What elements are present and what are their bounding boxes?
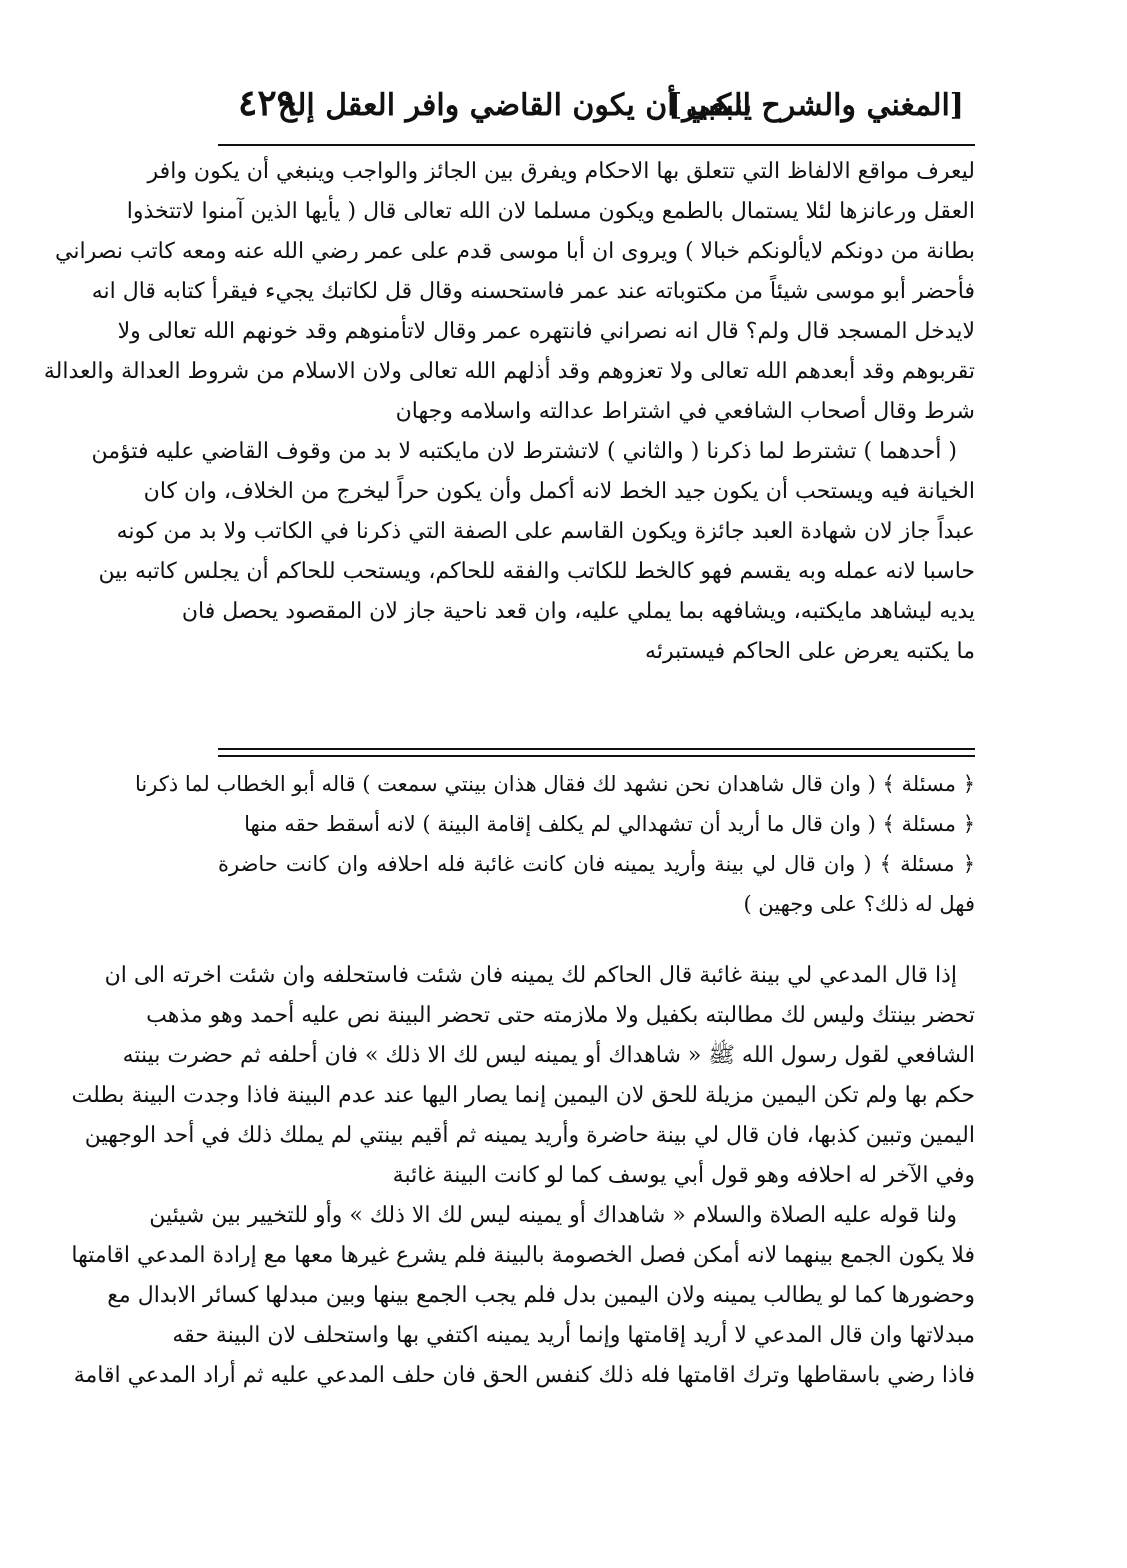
lower-text-block	[71, 956, 975, 1396]
text-line: حكم بها ولم تكن اليمين مزيلة للحق لان اليمين إنما يصار اليها عند عدم البينة فاذا وجدت البينة بطلت	[71, 1083, 975, 1108]
text-line: ( أحدهما ) تشترط لما ذكرنا ( والثاني ) لاتشترط لان مايكتبه لا بد من وقوف القاضي عليه فتؤمن	[91, 439, 957, 464]
text-line: يديه ليشاهد مايكتبه، ويشافهه بما يملي عليه، وان قعد ناحية جاز لان المقصود يحصل فان	[181, 599, 975, 624]
issue-line: ﴿ مسئلة ﴾ ( وان قال لي بينة وأريد يمينه فان كانت غائبة فله احلافه وان كانت حاضرة	[218, 852, 975, 876]
text-line: لايدخل المسجد قال ولم؟ قال انه نصراني فانتهره عمر وقال لاتأمنوهم وقد خونهم الله تعالى ولا	[117, 319, 975, 344]
text-line: ولنا قوله عليه الصلاة والسلام « شاهداك أو يمينه ليس لك الا ذلك » وأو للتخيير بين شيئين	[149, 1203, 957, 1228]
text-line: ليعرف مواقع الالفاظ التي تتعلق بها الاحكام ويفرق بين الجائز والواجب وينبغي أن يكون وافر	[147, 159, 975, 184]
upper-text-block	[43, 152, 975, 672]
issue-line: ﴿ مسئلة ﴾ ( وان قال شاهدان نحن نشهد لك فقال هذان بينتي سمعت ) قاله أبو الخطاب لما ذكرنا	[135, 772, 975, 796]
text-line: حاسبا لانه عمله وبه يقسم فهو كالخط للكاتب والفقه للحاكم، ويستحب للحاكم أن يجلس كاتبه بين	[98, 559, 975, 584]
text-line: وفي الآخر له احلافه وهو قول أبي يوسف كما لو كانت البينة غائبة	[392, 1163, 975, 1188]
text-line: تقربوهم وقد أبعدهم الله تعالى ولا تعزوهم وقد أذلهم الله تعالى ولان الاسلام من شروط العدالة والعدالة	[43, 359, 975, 384]
text-line: فاذا رضي باسقاطها وترك اقامتها فله ذلك كنفس الحق فان حلف المدعي عليه ثم أراد المدعي اقامة	[73, 1363, 975, 1388]
text-line: الخيانة فيه ويستحب أن يكون جيد الخط لانه أكمل وأن يكون حراً ليخرج من الخلاف، وان كان	[143, 479, 975, 504]
issues-block	[135, 764, 975, 924]
issue-line: ﴿ مسئلة ﴾ ( وان قال ما أريد أن تشهدالي لم يكلف إقامة البينة ) لانه أسقط حقه منها	[244, 812, 975, 836]
issue-line: فهل له ذلك؟ على وجهين )	[743, 892, 975, 916]
header-rule	[218, 144, 975, 146]
text-line: بطانة من دونكم لايألونكم خبالا ) ويروى ان أبا موسى قدم على عمر رضي الله عنه ومعه كاتب نصراني	[55, 239, 975, 264]
text-line: العقل ورعانزها لئلا يستمال بالطمع ويكون مسلما لان الله تعالى قال ( يأيها الذين آمنوا لاتتخذوا	[126, 199, 975, 224]
text-line: ما يكتبه يعرض على الحاكم فيستبرئه	[645, 639, 975, 664]
section-title: ينبغي أن يكون القاضي وافر العقل إلخ	[277, 88, 752, 123]
text-line: فلا يكون الجمع بينهما لانه أمكن فصل الخصومة بالبينة فلم يشرع غيرها معها مع إرادة المدعي اقامتها	[71, 1243, 975, 1268]
text-line: إذا قال المدعي لي بينة غائبة قال الحاكم لك يمينه فان شئت فاستحلفه وان شئت اخرته الى ان	[104, 963, 957, 988]
text-line: وحضورها كما لو يطالب يمينه ولان اليمين بدل فلم يجب الجمع بينها وبين مبدلها كسائر الابدال مع	[107, 1283, 975, 1308]
text-line: شرط وقال أصحاب الشافعي في اشتراط عدالته واسلامه وجهان	[395, 399, 975, 424]
page-number: ٤٢٩	[238, 82, 297, 124]
page-header	[228, 82, 964, 142]
text-line: فأحضر أبو موسى شيئاً من مكتوباته عند عمر فاستحسنه وقال قل لكاتبك يجيء فيقرأ كتابه قال انه	[91, 279, 975, 304]
text-line: اليمين وتبين كذبها، فان قال لي بينة حاضرة وأريد يمينه ثم أقيم بينتي لم يملك ذلك في أحد الوجهين	[84, 1123, 975, 1148]
text-line: تحضر بينتك وليس لك مطالبته بكفيل ولا ملازمته حتى تحضر البينة نص عليه أحمد وهو مذهب	[146, 1003, 975, 1028]
text-line: عبداً جاز لان شهادة العبد جائزة ويكون القاسم على الصفة التي ذكرنا في الكاتب ولا بد من كونه	[116, 519, 975, 544]
section-divider	[218, 748, 975, 757]
text-line: الشافعي لقول رسول الله ﷺ « شاهداك أو يمينه ليس لك الا ذلك » فان أحلفه ثم حضرت بينته	[122, 1043, 975, 1068]
book-title: [المغني والشرح الكبير]	[668, 88, 964, 123]
text-line: مبدلاتها وان قال المدعي لا أريد إقامتها وإنما أريد يمينه اكتفي بها واستحلف لان البينة حقه	[172, 1323, 975, 1348]
